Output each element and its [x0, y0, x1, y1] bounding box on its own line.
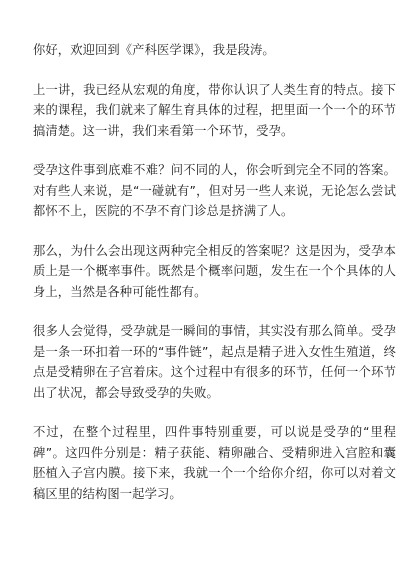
paragraph-intro: 上一讲，我已经从宏观的角度，带你认识了人类生育的特点。接下来的课程，我们就来了解生育具体的过程，把里面一个一个的环节搞清楚。这一讲，我们来看第一个环节，受孕。 — [33, 82, 396, 138]
paragraph-probability: 那么，为什么会出现这两种完全相反的答案呢？这是因为，受孕本质上是一个概率事件。既然是个概率问题，发生在一个个具体的人身上，当然是各种可能性都有。 — [33, 243, 396, 299]
paragraph-question: 受孕这件事到底难不难？问不同的人，你会听到完全不同的答案。对有些人来说，是“一碰就有”，但对另一些人来说，无论怎么尝试都怀不上，医院的不孕不育门诊总是挤满了人。 — [33, 163, 396, 218]
article-body — [33, 40, 396, 504]
paragraph-event-chain: 很多人会觉得，受孕就是一瞬间的事情，其实没有那么简单。受孕是一条一环扣着一环的“事件链”，起点是精子进入女性生殖道，终点是受精卵在子宫着床。这个过程中有很多的环节，任何一个环节出了状况，都会导致受孕的失败。 — [33, 324, 396, 400]
paragraph-greeting: 你好，欢迎回到《产科医学课》，我是段涛。 — [33, 43, 275, 57]
paragraph-milestones: 不过，在整个过程里，四件事特别重要，可以说是受孕的“里程碑”。这四件分别是：精子获能、精卵融合、受精卵进入宫腔和囊胚植入子宫内膜。接下来，我就一个一个给你介绍，你可以对着文稿区里的结构图一起学习。 — [33, 425, 396, 501]
